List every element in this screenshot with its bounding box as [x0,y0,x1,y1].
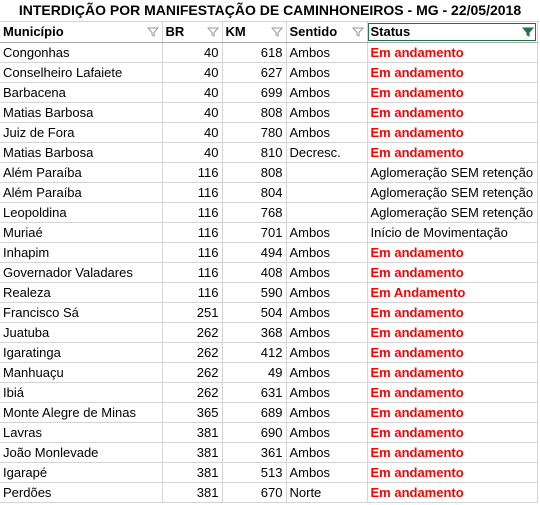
table-row [0,242,537,262]
cell-status[interactable]: Em andamento [367,402,537,422]
table-row [0,382,537,402]
cell-municipio[interactable]: Lavras [0,422,162,442]
cell-km[interactable]: 670 [222,482,286,502]
header-status[interactable] [367,22,537,42]
cell-br[interactable]: 251 [162,302,222,322]
table-row [0,282,537,302]
header-br[interactable] [162,22,222,42]
cell-status[interactable]: Em andamento [367,62,537,82]
cell-municipio[interactable]: Governador Valadares [0,262,162,282]
cell-km[interactable]: 627 [222,62,286,82]
table-row [0,402,537,422]
cell-municipio[interactable]: Juatuba [0,322,162,342]
cell-km[interactable]: 361 [222,442,286,462]
cell-status[interactable]: Aglomeração SEM retenção [367,202,537,222]
cell-sentido[interactable]: Ambos [286,402,367,422]
table-row [0,62,537,82]
sheet-title[interactable]: INTERDIÇÃO POR MANIFESTAÇÃO DE CAMINHONEIROS - MG - 22/05/2018 [0,0,540,22]
cell-status[interactable]: Em andamento [367,242,537,262]
cell-municipio[interactable]: Realeza [0,282,162,302]
cell-br[interactable]: 262 [162,342,222,362]
table-row [0,122,537,142]
table-row [0,462,537,482]
cell-municipio[interactable]: Barbacena [0,82,162,102]
cell-km[interactable]: 49 [222,362,286,382]
table-row [0,222,537,242]
cell-sentido[interactable]: Ambos [286,442,367,462]
cell-municipio[interactable]: Além Paraíba [0,162,162,182]
header-km[interactable] [222,22,286,42]
table-row [0,182,537,202]
cell-km[interactable]: 590 [222,282,286,302]
table-row [0,262,537,282]
cell-municipio[interactable]: Além Paraíba [0,182,162,202]
cell-km[interactable]: 808 [222,102,286,122]
cell-km[interactable]: 368 [222,322,286,342]
cell-km[interactable]: 701 [222,222,286,242]
cell-status[interactable]: Em andamento [367,142,537,162]
cell-municipio[interactable]: Inhapim [0,242,162,262]
cell-municipio[interactable]: Leopoldina [0,202,162,222]
cell-municipio[interactable]: Ibiá [0,382,162,402]
cell-municipio[interactable]: Matias Barbosa [0,102,162,122]
cell-br[interactable]: 381 [162,422,222,442]
interdiction-table [0,22,538,503]
cell-status[interactable]: Em andamento [367,302,537,322]
cell-br[interactable]: 40 [162,122,222,142]
cell-sentido[interactable]: Ambos [286,282,367,302]
cell-sentido[interactable]: Ambos [286,42,367,62]
cell-sentido[interactable]: Ambos [286,82,367,102]
cell-status[interactable]: Em andamento [367,342,537,362]
cell-status[interactable]: Aglomeração SEM retenção [367,162,537,182]
cell-status[interactable]: Aglomeração SEM retenção [367,182,537,202]
cell-br[interactable]: 381 [162,462,222,482]
cell-br[interactable]: 262 [162,382,222,402]
cell-br[interactable]: 116 [162,262,222,282]
cell-br[interactable]: 381 [162,442,222,462]
table-body [0,42,537,502]
table-row [0,322,537,342]
cell-km[interactable]: 513 [222,462,286,482]
cell-status[interactable]: Em andamento [367,322,537,342]
cell-sentido[interactable]: Norte [286,482,367,502]
cell-sentido[interactable]: Ambos [286,422,367,442]
cell-status[interactable]: Em andamento [367,122,537,142]
table-row [0,82,537,102]
cell-municipio[interactable]: Igaratinga [0,342,162,362]
cell-br[interactable]: 116 [162,242,222,262]
cell-sentido[interactable]: Ambos [286,122,367,142]
cell-km[interactable]: 412 [222,342,286,362]
cell-sentido[interactable]: Ambos [286,462,367,482]
cell-km[interactable]: 808 [222,162,286,182]
cell-km[interactable]: 494 [222,242,286,262]
cell-br[interactable]: 40 [162,42,222,62]
header-sentido[interactable] [286,22,367,42]
table-row [0,162,537,182]
cell-sentido[interactable]: Decresc. [286,142,367,162]
cell-sentido[interactable] [286,162,367,182]
cell-municipio[interactable]: Manhuaçu [0,362,162,382]
cell-status[interactable]: Em Andamento [367,282,537,302]
cell-status[interactable]: Em andamento [367,362,537,382]
cell-br[interactable]: 262 [162,322,222,342]
cell-status[interactable]: Em andamento [367,42,537,62]
cell-km[interactable]: 504 [222,302,286,322]
header-km-label: KM [225,24,246,40]
cell-br[interactable]: 365 [162,402,222,422]
cell-status[interactable]: Em andamento [367,442,537,462]
cell-km[interactable]: 690 [222,422,286,442]
cell-km[interactable]: 804 [222,182,286,202]
cell-sentido[interactable]: Ambos [286,362,367,382]
cell-br[interactable]: 40 [162,82,222,102]
header-municipio[interactable] [0,22,162,42]
cell-br[interactable]: 116 [162,202,222,222]
cell-municipio[interactable]: Francisco Sá [0,302,162,322]
cell-municipio[interactable]: Matias Barbosa [0,142,162,162]
cell-km[interactable]: 631 [222,382,286,402]
cell-br[interactable]: 116 [162,162,222,182]
cell-status[interactable]: Em andamento [367,82,537,102]
cell-sentido[interactable]: Ambos [286,262,367,282]
header-sentido-label: Sentido [289,24,338,40]
cell-br[interactable]: 116 [162,182,222,202]
cell-sentido[interactable] [286,202,367,222]
cell-km[interactable]: 810 [222,142,286,162]
filter-dropdown-icon[interactable] [147,26,159,38]
cell-sentido[interactable]: Ambos [286,342,367,362]
table-row [0,42,537,62]
cell-status[interactable]: Início de Movimentação [367,222,537,242]
cell-status[interactable]: Em andamento [367,102,537,122]
cell-sentido[interactable]: Ambos [286,302,367,322]
cell-sentido[interactable]: Ambos [286,242,367,262]
filter-dropdown-icon[interactable] [352,26,364,38]
table-row [0,482,537,502]
cell-sentido[interactable] [286,182,367,202]
cell-municipio[interactable]: Igarapé [0,462,162,482]
cell-br[interactable]: 40 [162,102,222,122]
cell-br[interactable]: 40 [162,62,222,82]
cell-status[interactable]: Em andamento [367,462,537,482]
cell-br[interactable]: 381 [162,482,222,502]
cell-municipio[interactable]: Juiz de Fora [0,122,162,142]
header-row [0,22,537,42]
cell-municipio[interactable]: Monte Alegre de Minas [0,402,162,422]
cell-status[interactable]: Em andamento [367,262,537,282]
header-br-label: BR [165,24,185,40]
cell-municipio[interactable]: Perdões [0,482,162,502]
cell-sentido[interactable]: Ambos [286,102,367,122]
cell-sentido[interactable]: Ambos [286,322,367,342]
cell-sentido[interactable]: Ambos [286,222,367,242]
cell-municipio[interactable]: Muriaé [0,222,162,242]
cell-br[interactable]: 116 [162,282,222,302]
table-row [0,422,537,442]
table-row [0,342,537,362]
cell-km[interactable]: 408 [222,262,286,282]
cell-km[interactable]: 768 [222,202,286,222]
header-municipio-label: Município [3,24,64,40]
cell-br[interactable]: 116 [162,222,222,242]
cell-sentido[interactable]: Ambos [286,382,367,402]
table-row [0,142,537,162]
cell-status[interactable]: Em andamento [367,422,537,442]
table-row [0,362,537,382]
cell-km[interactable]: 689 [222,402,286,422]
cell-km[interactable]: 699 [222,82,286,102]
cell-br[interactable]: 40 [162,142,222,162]
filter-dropdown-icon[interactable] [207,26,219,38]
filter-dropdown-icon[interactable] [271,26,283,38]
table-row [0,102,537,122]
header-status-label: Status [370,24,411,40]
table-row [0,202,537,222]
cell-municipio[interactable]: Congonhas [0,42,162,62]
cell-municipio[interactable]: João Monlevade [0,442,162,462]
cell-municipio[interactable]: Conselheiro Lafaiete [0,62,162,82]
cell-km[interactable]: 780 [222,122,286,142]
cell-sentido[interactable]: Ambos [286,62,367,82]
filter-active-icon[interactable] [522,26,534,38]
cell-status[interactable]: Em andamento [367,482,537,502]
cell-km[interactable]: 618 [222,42,286,62]
cell-br[interactable]: 262 [162,362,222,382]
cell-status[interactable]: Em andamento [367,382,537,402]
table-row [0,302,537,322]
table-row [0,442,537,462]
